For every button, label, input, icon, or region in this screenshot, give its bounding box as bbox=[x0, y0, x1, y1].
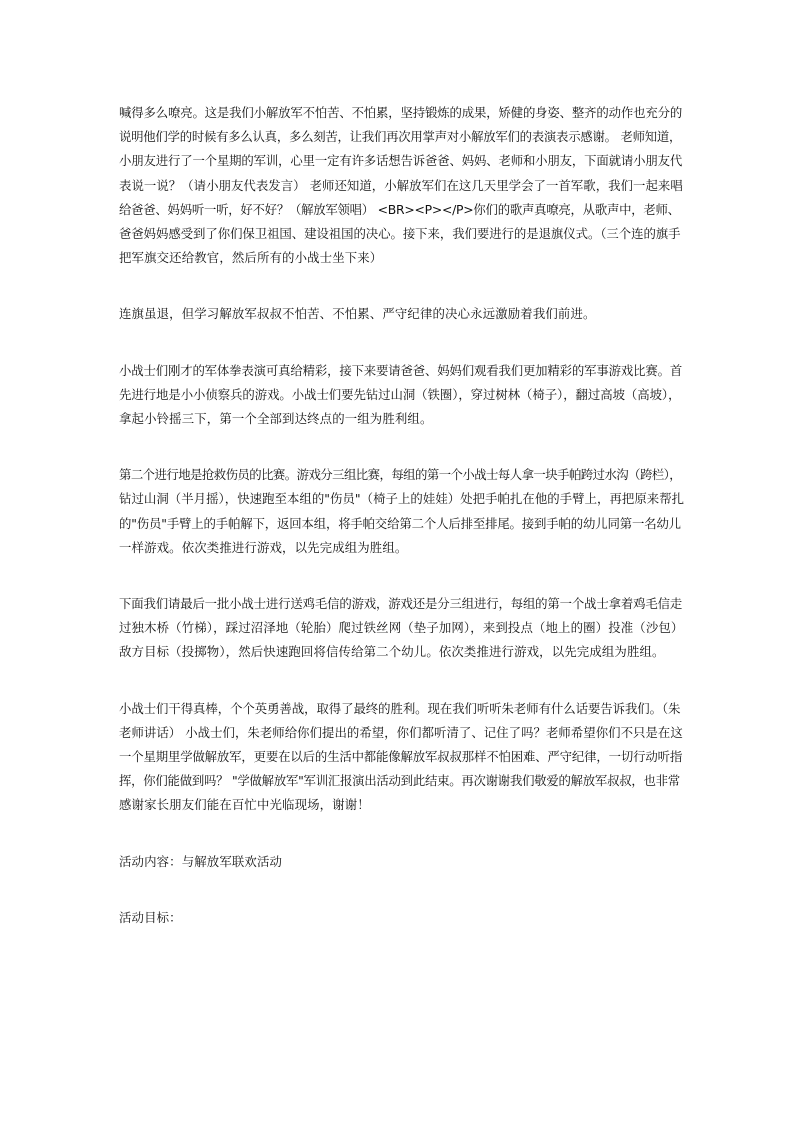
text-line: 钻过山洞（半月摇），快速跑至本组的"伤员"（椅子上的娃娃）处把手帕扎在他的手臂上，再把原来帮扎 bbox=[119, 491, 685, 507]
paragraph-letter-game bbox=[119, 592, 684, 665]
paragraph-performance-thanks bbox=[119, 101, 684, 270]
text-line: 拿起小铃摇三下，第一个全部到达终点的一组为胜利组。 bbox=[119, 411, 433, 427]
text-line: 下面我们请最后一批小战士进行送鸡毛信的游戏，游戏还是分三组进行，每组的第一个战士拿着鸡毛信走 bbox=[119, 596, 683, 612]
text-line: 给爸爸、妈妈听一听，好不好？（解放军领唱） <BR><P></P>你们的歌声真嘹亮，从歌声中，老师、 bbox=[119, 201, 680, 217]
paragraph-spacer bbox=[119, 431, 684, 463]
text-line: 说明他们学的时候有多么认真，多么刻苦，让我们再次用掌声对小解放军们的表演表示感谢。 老师知道， bbox=[119, 129, 682, 145]
text-line: 小战士们干得真棒，个个英勇善战，取得了最终的胜利。现在我们听听朱老师有什么话要告诉我们。（朱 bbox=[119, 700, 681, 716]
text-line: 爸爸妈妈感受到了你们保卫祖国、建设祖国的决心。接下来，我们要进行的是退旗仪式。（三个连的旗手 bbox=[119, 226, 681, 242]
text-line: 的"伤员"手臂上的手帕解下，返回本组，将手帕交给第二个人后排至排尾。接到手帕的幼儿同第一名幼儿 bbox=[119, 515, 681, 531]
paragraph-spacer bbox=[119, 665, 684, 697]
activity-content-line bbox=[119, 850, 684, 874]
text-line: 连旗虽退，但学习解放军叔叔不怕苦、不怕累、严守纪律的决心永远激励着我们前进。 bbox=[119, 306, 596, 322]
paragraph-rescue-game bbox=[119, 463, 684, 560]
text-line: 先进行地是小小侦察兵的游戏。小战士们要先钻过山洞（铁圈），穿过树林（椅子），翻过高坡（高坡）， bbox=[119, 386, 681, 402]
text-line: 小朋友进行了一个星期的军训，心里一定有许多话想告诉爸爸、妈妈、老师和小朋友，下面就请小朋友代 bbox=[119, 153, 683, 169]
text-line: 挥，你们能做到吗？ "学做解放军"军训汇报演出活动到此结束。再次谢谢我们敬爱的解放军叔叔，也非常 bbox=[119, 773, 680, 789]
paragraph-spacer bbox=[119, 270, 684, 302]
text-line: 感谢家长朋友们能在百忙中光临现场，谢谢！ bbox=[119, 797, 370, 813]
text-line: 第二个进行地是抢救伤员的比赛。游戏分三组比赛，每组的第一个小战士每人拿一块手帕跨过水沟（跨栏）， bbox=[119, 467, 682, 483]
paragraph-spacer bbox=[119, 874, 684, 906]
text-line: 敌方目标（投掷物），然后快速跑回将信传给第二个幼儿。依次类推进行游戏，以先完成组为胜组。 bbox=[119, 644, 665, 660]
text-line: 一样游戏。依次类推进行游戏，以先完成组为胜组。 bbox=[119, 539, 408, 555]
text-line: 一个星期里学做解放军，更要在以后的生活中都能像解放军叔叔那样不怕困难、严守纪律，一切行动听指 bbox=[119, 749, 683, 765]
activity-goals-heading bbox=[119, 906, 684, 930]
text-line: 活动目标： bbox=[119, 909, 182, 925]
text-line: 活动内容：与解放军联欢活动 bbox=[119, 853, 283, 869]
paragraph-spacer bbox=[119, 818, 684, 850]
text-line: 小战士们刚才的军体拳表演可真给精彩，接下来要请爸爸、妈妈们观看我们更加精彩的军事游戏比赛。首 bbox=[119, 362, 683, 378]
text-line: 把军旗交还给教官，然后所有的小战士坐下来） bbox=[119, 250, 383, 266]
paragraph-flag-retreat bbox=[119, 302, 684, 326]
paragraph-spacer bbox=[119, 560, 684, 592]
text-line: 表说一说？（请小朋友代表发言） 老师还知道，小解放军们在这几天里学会了一首军歌，我们一起来唱 bbox=[119, 177, 683, 193]
document-body bbox=[119, 101, 684, 930]
text-line: 过独木桥（竹梯），踩过沼泽地（轮胎）爬过铁丝网（垫子加网），来到投点（地上的圈）投准（沙包） bbox=[119, 620, 684, 636]
text-line: 老师讲话） 小战士们，朱老师给你们提出的希望，你们都听清了、记住了吗？老师希望你们不只是在这 bbox=[119, 724, 683, 740]
text-line: 喊得多么嘹亮。这是我们小解放军不怕苦、不怕累，坚持锻炼的成果，矫健的身姿、整齐的动作也充分的 bbox=[119, 105, 683, 120]
paragraph-spacer bbox=[119, 327, 684, 359]
paragraph-scout-game bbox=[119, 359, 684, 432]
paragraph-closing-remarks bbox=[119, 697, 684, 818]
